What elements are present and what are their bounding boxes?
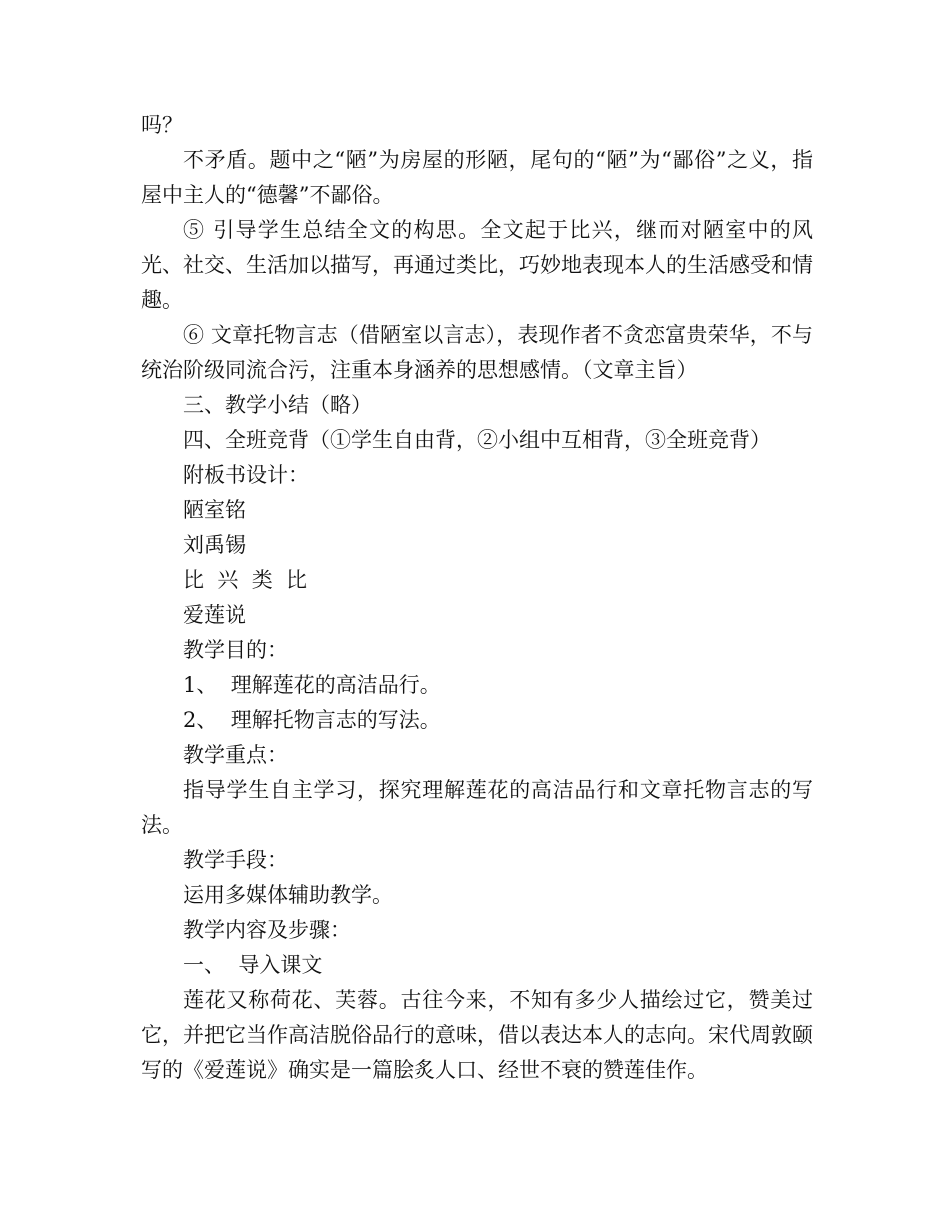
key-points-text: 指导学生自主学习，探究理解莲花的高洁品行和文章托物言志的写法。	[141, 778, 813, 837]
paragraph-step-6: ⑥ 文章托物言志（借陋室以言志），表现作者不贪恋富贵荣华，不与统治阶级同流合污，注重本身涵养的思想感情。（文章主旨）	[141, 323, 813, 382]
document-body	[141, 108, 813, 1088]
objective-item-2: 2、 理解托物言志的写法。	[183, 708, 441, 732]
board-author: 刘禹锡	[183, 533, 246, 557]
board-design-heading: 附板书设计：	[183, 463, 309, 487]
section-recitation: 四、全班竞背（①学生自由背，②小组中互相背，③全班竞背）	[183, 428, 771, 452]
intro-paragraph: 莲花又称荷花、芙蓉。古往今来，不知有多少人描绘过它，赞美过它，并把它当作高洁脱俗品行的意味，借以表达本人的志向。宋代周敦颐写的《爱莲说》确实是一篇脍炙人口、经世不衰的赞莲佳作。	[141, 988, 813, 1082]
paragraph-answer: 不矛盾。题中之“陋”为房屋的形陋，尾句的“陋”为“鄙俗”之义，指屋中主人的“德馨”不鄙俗。	[141, 148, 813, 207]
steps-heading: 教学内容及步骤：	[183, 918, 351, 942]
section-summary: 三、教学小结（略）	[183, 393, 372, 417]
lesson-title: 爱莲说	[183, 603, 246, 627]
means-text: 运用多媒体辅助教学。	[183, 883, 393, 907]
key-points-heading: 教学重点：	[183, 743, 288, 767]
paragraph-step-5: ⑤ 引导学生总结全文的构思。全文起于比兴，继而对陋室中的风光、社交、生活加以描写，再通过类比，巧妙地表现本人的生活感受和情趣。	[141, 218, 813, 312]
board-keywords: 比 兴 类 比	[183, 568, 308, 592]
means-heading: 教学手段：	[183, 848, 288, 872]
paragraph-continuation: 吗？	[141, 113, 183, 137]
objectives-heading: 教学目的：	[183, 638, 288, 662]
step-one-heading: 一、 导入课文	[183, 953, 323, 977]
objective-item-1: 1、 理解莲花的高洁品行。	[183, 673, 441, 697]
board-title: 陋室铭	[183, 498, 246, 522]
